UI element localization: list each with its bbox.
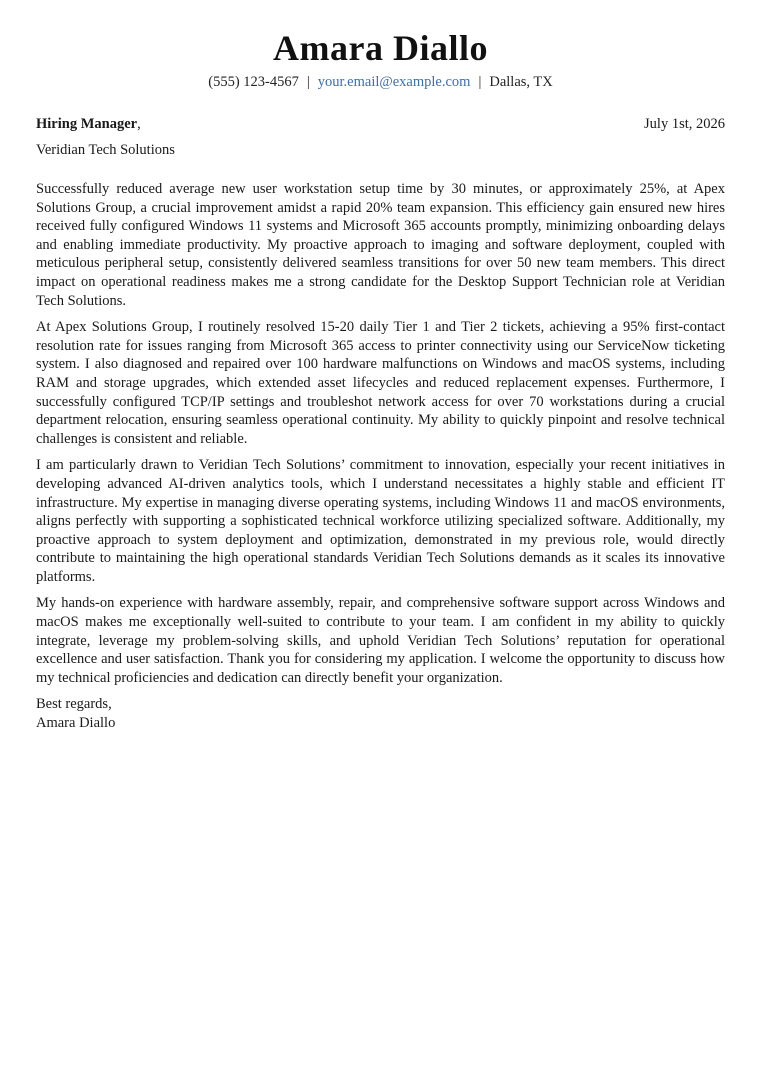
phone-number: (555) 123-4567	[208, 74, 299, 90]
separator: |	[478, 74, 482, 90]
applicant-name: Amara Diallo	[273, 28, 488, 68]
email-link[interactable]: your.email@example.com	[317, 74, 471, 90]
recipient-company: Veridian Tech Solutions	[36, 142, 175, 158]
letter-body	[36, 180, 725, 733]
separator: |	[306, 74, 310, 90]
body-paragraph: Successfully reduced average new user workstation setup time by 30 minutes, or approximately 25%, at Apex Solutions Group, a crucial improvement amidst a rapid 20% team expansion. This efficiency gain ensured new hires received fully configured Windows 11 systems and Microsoft 365 accounts promptly, minimizing onboarding delays and enabling immediate productivity. My proactive approach to imaging and software deployment, coupled with meticulous peripheral setup, consistently delivered seamless transitions for over 50 new team members. This direct impact on operational readiness makes me a strong candidate for the Desktop Support Technician role at Veridian Tech Solutions.	[36, 181, 725, 309]
letter-date: July 1st, 2026	[644, 116, 725, 132]
contact-line	[36, 73, 725, 91]
recipient-row	[36, 115, 725, 133]
signature-name: Amara Diallo	[36, 715, 116, 732]
recipient-name: Hiring Manager	[36, 116, 138, 132]
closing-block	[36, 695, 725, 732]
body-paragraph: I am particularly drawn to Veridian Tech Solutions’ commitment to innovation, especially your recent initiatives in developing advanced AI-driven analytics tools, which I understand necessitates a highly stable and efficient IT infrastructure. My expertise in managing diverse operating systems, including Windows 11 and macOS environments, aligns perfectly with supporting a sophisticated technical workforce utilizing specialized software. Additionally, my proactive approach to system deployment and optimization, demonstrated in my previous role, would directly contribute to maintaining the high operational standards Veridian Tech Solutions demands as it scales its innovative platforms.	[36, 457, 725, 585]
salutation-punct: ,	[137, 116, 141, 132]
closing-phrase: Best regards,	[36, 696, 112, 713]
body-paragraph: At Apex Solutions Group, I routinely resolved 15-20 daily Tier 1 and Tier 2 tickets, achieving a 95% first-contact resolution rate for issues ranging from Microsoft 365 access to printer connectivity using our ServiceNow ticketing system. I also diagnosed and repaired over 100 hardware malfunctions on Windows and macOS systems, including RAM and storage upgrades, which extended asset lifecycles and reduced replacement expenses. Furthermore, I successfully configured TCP/IP settings and troubleshot network access for over 70 workstations during a crucial department relocation, ensuring seamless operational continuity. My ability to quickly pinpoint and resolve technical challenges is consistent and reliable.	[36, 319, 725, 447]
location: Dallas, TX	[489, 74, 553, 90]
body-paragraph: My hands-on experience with hardware assembly, repair, and comprehensive software support across Windows and macOS makes me exceptionally well-suited to contribute to your team. I am confident in my ability to quickly integrate, leverage my problem-solving skills, and uphold Veridian Tech Solutions’ reputation for operational excellence and user satisfaction. Thank you for considering my application. I welcome the opportunity to discuss how my technical proficiencies and dedication can directly benefit your organization.	[36, 595, 725, 686]
salutation	[36, 115, 141, 133]
